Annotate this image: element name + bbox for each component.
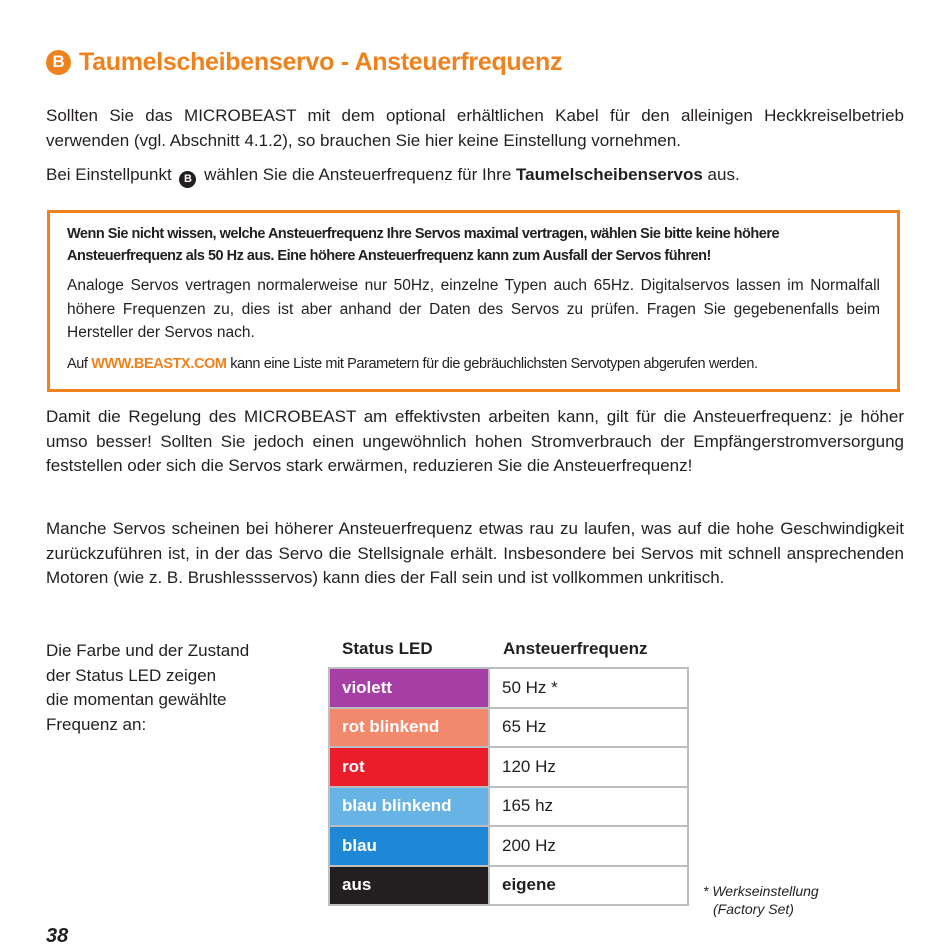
table-header-status-led: Status LED [342,639,433,658]
select-text-middle: wählen Sie die Ansteuerfrequenz für Ihre [204,165,512,184]
frequency-cell: 200 Hz [502,835,556,855]
table-row [330,748,687,788]
intro-paragraph: Sollten Sie das MICROBEAST mit dem optional erhältlichen Kabel für den alleinigen Heckkreiselbetrieb verwenden (vgl. Abschnitt 4.1.2), so brauchen Sie hier keine Einstellung vornehmen. [46,106,904,150]
section-heading [46,44,562,80]
page-number: 38 [46,925,69,947]
led-cell: blau blinkend [330,788,490,826]
led-cell: rot blinkend [330,709,490,747]
warning-link-after: kann eine Liste mit Parametern für die gebräuchlichsten Servotypen abgerufen werden. [230,355,758,372]
section-marker-icon: B [46,50,71,75]
frequency-cell: 65 Hz [502,717,547,737]
frequency-table [328,667,689,906]
setting-point-marker-icon: B [179,171,196,188]
led-description-line: Frequenz an: [46,714,147,734]
servo-noise-paragraph: Manche Servos scheinen bei höherer Ansteuerfrequenz etwas rau zu laufen, was auf die hohe Geschwindigkeit zurückzuführen ist, in der das Servo die Stellsignale erhält. Insbesondere bei Servos mit schnell ansprechenden Motoren (wie z. B. Brushlessservos) kann dies der Fall sein und ist vollkommen unkritisch. [46,519,904,587]
table-row [330,867,687,905]
led-description [46,639,286,737]
warning-bold-text: Wenn Sie nicht wissen, welche Ansteuerfrequenz Ihre Servos maximal vertragen, wählen Sie bitte keine höhere Ansteuerfrequenz als 50 Hz aus. Eine höhere Ansteuerfrequenz kann zum Ausfall der Servos führen! [67,226,780,264]
factory-note-line: * Werkseinstellung [703,883,819,899]
frequency-cell: 120 Hz [502,756,556,776]
table-header-frequency: Ansteuerfrequenz [503,639,648,658]
frequency-cell: 165 hz [502,796,554,816]
warning-link-line [67,356,880,372]
led-cell: aus [330,867,490,905]
frequency-cell: eigene [502,875,556,895]
led-cell: rot [330,748,490,786]
table-row [330,827,687,867]
table-row [330,709,687,749]
select-text-after: aus. [707,165,740,184]
select-text-before: Bei Einstellpunkt [46,165,172,184]
led-cell: violett [330,669,490,707]
led-description-line: Die Farbe und der Zustand [46,641,250,660]
select-paragraph [46,163,904,188]
section-title: Taumelscheibenservo - Ansteuerfrequenz [79,47,563,76]
select-text-strong: Taumelscheibenservos [516,165,703,184]
warning-link-before: Auf [67,355,88,372]
beastx-link[interactable]: WWW.BEASTX.COM [91,355,227,372]
table-row [330,788,687,828]
led-cell: blau [330,827,490,865]
factory-note [703,882,819,918]
regulation-paragraph: Damit die Regelung des MICROBEAST am effektivsten arbeiten kann, gilt für die Ansteuerfrequenz: je höher umso besser! Sollten Sie jedoch einen ungewöhnlich hohen Stromverbrauch der Empfängerstromversorgung feststellen oder sich die Servos stark erwärmen, reduzieren Sie die Ansteuerfrequenz! [46,407,904,475]
led-description-line: die momentan gewählte [46,690,227,709]
warning-text: Analoge Servos vertragen normalerweise nur 50Hz, einzelne Typen auch 65Hz. Digitalservos lassen im Normalfall höhere Frequenzen zu, dies ist aber anhand der Daten des Servos zu prüfen. Fragen Sie gegebenenfalls beim Hersteller der Servos nach. [67,277,880,341]
frequency-cell: 50 Hz * [502,677,558,697]
led-description-line: der Status LED zeigen [46,665,217,685]
table-row [330,669,687,709]
warning-box [47,210,900,392]
factory-note-line: (Factory Set) [713,901,794,917]
